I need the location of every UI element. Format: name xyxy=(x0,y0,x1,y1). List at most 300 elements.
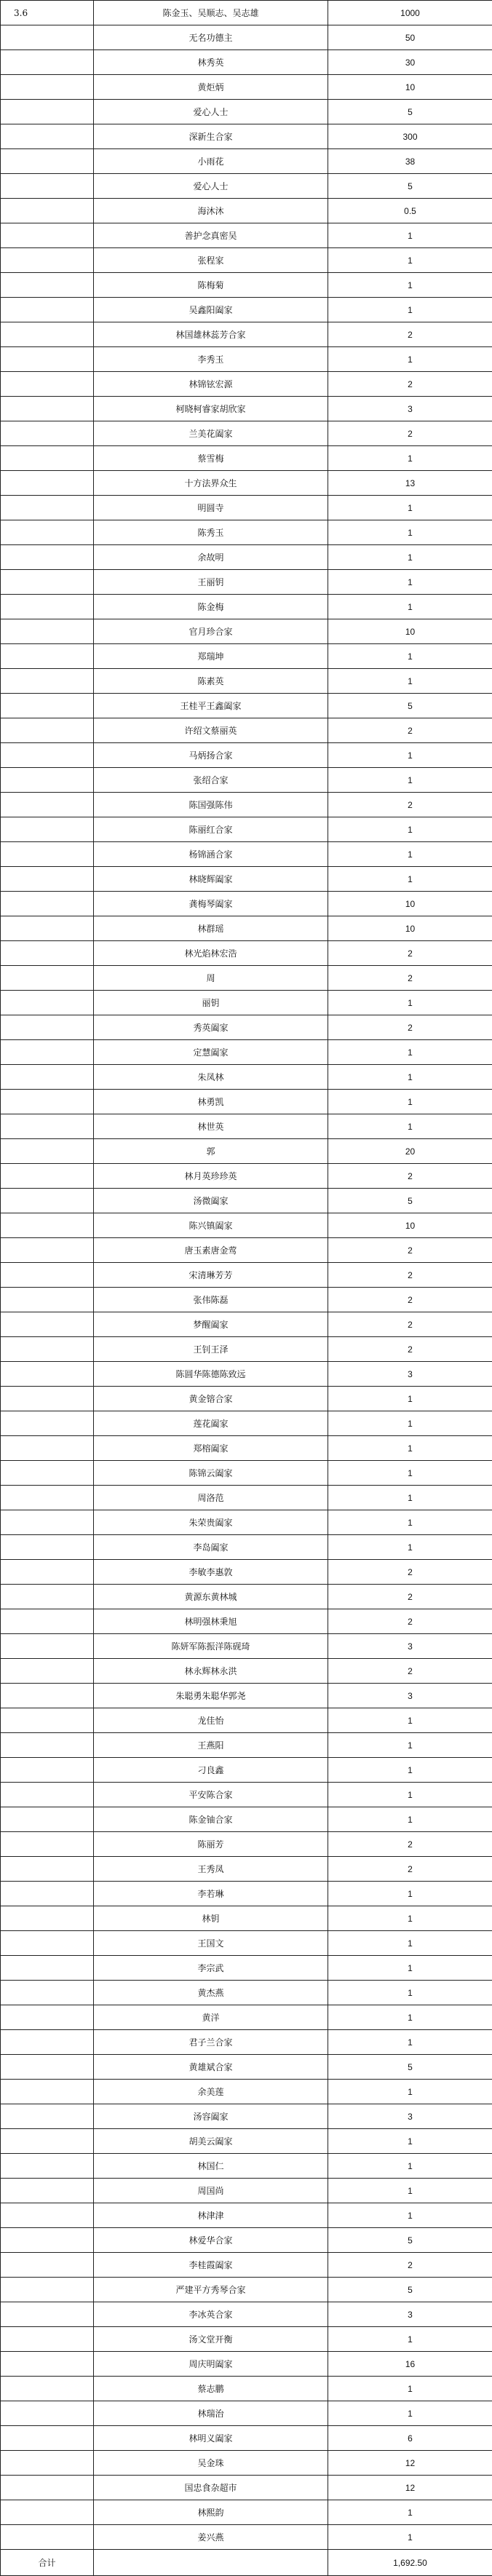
amount-cell: 10 xyxy=(328,892,492,916)
amount-cell: 1 xyxy=(328,446,492,471)
row-index-cell xyxy=(1,1040,94,1065)
total-blank-cell xyxy=(94,2550,328,2576)
donor-name-cell: 陈秀玉 xyxy=(94,520,328,545)
row-index-cell xyxy=(1,669,94,694)
donor-name-cell: 黄杰燕 xyxy=(94,1981,328,2005)
donor-name-cell: 林永辉林永洪 xyxy=(94,1659,328,1684)
table-row xyxy=(1,496,492,520)
row-index-cell xyxy=(1,1585,94,1609)
table-row xyxy=(1,2525,492,2550)
table-row xyxy=(1,25,492,50)
row-index-cell xyxy=(1,2129,94,2154)
table-row xyxy=(1,2228,492,2253)
table-row xyxy=(1,248,492,273)
table-row xyxy=(1,718,492,743)
amount-cell: 1 xyxy=(328,817,492,842)
amount-cell: 1 xyxy=(328,743,492,768)
table-row xyxy=(1,892,492,916)
row-index-cell xyxy=(1,347,94,372)
table-row xyxy=(1,1164,492,1189)
row-index-cell xyxy=(1,1535,94,1560)
table-row xyxy=(1,1981,492,2005)
row-index-cell xyxy=(1,1931,94,1956)
table-row xyxy=(1,1288,492,1312)
donor-name-cell: 林熙韵 xyxy=(94,2500,328,2525)
amount-cell: 1 xyxy=(328,2500,492,2525)
table-row xyxy=(1,199,492,223)
amount-cell: 0.5 xyxy=(328,199,492,223)
donor-name-cell: 张伟陈磊 xyxy=(94,1288,328,1312)
amount-cell: 1 xyxy=(328,1931,492,1956)
row-index-cell xyxy=(1,1634,94,1659)
donor-name-cell: 黄金镕合家 xyxy=(94,1387,328,1411)
table-row xyxy=(1,842,492,867)
table-row xyxy=(1,545,492,570)
donor-name-cell: 小雨花 xyxy=(94,149,328,174)
row-index-cell xyxy=(1,1189,94,1213)
amount-cell: 2 xyxy=(328,322,492,347)
amount-cell: 1 xyxy=(328,2203,492,2228)
amount-cell: 1 xyxy=(328,1807,492,1832)
amount-cell: 3 xyxy=(328,2302,492,2327)
table-row xyxy=(1,2253,492,2278)
amount-cell: 5 xyxy=(328,2228,492,2253)
donor-name-cell: 林明强林秉旭 xyxy=(94,1609,328,1634)
row-index-cell xyxy=(1,595,94,619)
row-index-cell xyxy=(1,545,94,570)
row-index-cell xyxy=(1,496,94,520)
table-row xyxy=(1,1906,492,1931)
amount-cell: 1 xyxy=(328,1708,492,1733)
amount-cell: 50 xyxy=(328,25,492,50)
row-index-cell xyxy=(1,2327,94,2352)
donor-name-cell: 陈圆华陈德陈致远 xyxy=(94,1362,328,1387)
amount-cell: 1 xyxy=(328,545,492,570)
row-index-cell xyxy=(1,1510,94,1535)
row-index-cell xyxy=(1,570,94,595)
donor-name-cell: 平安陈合家 xyxy=(94,1783,328,1807)
donor-name-cell: 唐玉素唐金莺 xyxy=(94,1238,328,1263)
amount-cell: 5 xyxy=(328,2278,492,2302)
amount-cell: 1 xyxy=(328,1114,492,1139)
donor-name-cell: 黄源东黄林城 xyxy=(94,1585,328,1609)
donor-name-cell: 王丽钥 xyxy=(94,570,328,595)
amount-cell: 2 xyxy=(328,421,492,446)
donor-name-cell: 刁良鑫 xyxy=(94,1758,328,1783)
row-index-cell xyxy=(1,718,94,743)
table-row xyxy=(1,2377,492,2401)
total-row xyxy=(1,2550,492,2576)
table-row xyxy=(1,149,492,174)
amount-cell: 1 xyxy=(328,2179,492,2203)
row-index-cell xyxy=(1,322,94,347)
amount-cell: 2 xyxy=(328,941,492,966)
table-row xyxy=(1,1832,492,1857)
amount-cell: 2 xyxy=(328,1560,492,1585)
amount-cell: 20 xyxy=(328,1139,492,1164)
donor-name-cell: 兰美花阖家 xyxy=(94,421,328,446)
table-row xyxy=(1,867,492,892)
donor-name-cell: 黄雄斌合家 xyxy=(94,2055,328,2080)
amount-cell: 1 xyxy=(328,1783,492,1807)
table-row xyxy=(1,397,492,421)
donor-name-cell: 君子兰合家 xyxy=(94,2030,328,2055)
donor-name-cell: 李若琳 xyxy=(94,1882,328,1906)
amount-cell: 2 xyxy=(328,1337,492,1362)
donor-name-cell: 黄炬炳 xyxy=(94,75,328,100)
table-row xyxy=(1,174,492,199)
row-index-cell xyxy=(1,1758,94,1783)
amount-cell: 1 xyxy=(328,273,492,298)
table-row xyxy=(1,520,492,545)
donor-name-cell: 王桂平王鑫阖家 xyxy=(94,694,328,718)
amount-cell: 16 xyxy=(328,2352,492,2377)
amount-cell: 1 xyxy=(328,2154,492,2179)
donor-name-cell: 郭 xyxy=(94,1139,328,1164)
table-row xyxy=(1,2080,492,2104)
table-row xyxy=(1,1585,492,1609)
donor-name-cell: 深新生合家 xyxy=(94,124,328,149)
donor-name-cell: 国忠食杂超市 xyxy=(94,2476,328,2500)
ledger-body xyxy=(1,1,492,2576)
donor-name-cell: 李宗武 xyxy=(94,1956,328,1981)
row-index-cell xyxy=(1,1312,94,1337)
table-row xyxy=(1,1213,492,1238)
donor-name-cell: 蔡志鹏 xyxy=(94,2377,328,2401)
amount-cell: 1 xyxy=(328,496,492,520)
amount-cell: 2 xyxy=(328,793,492,817)
amount-cell: 2 xyxy=(328,1263,492,1288)
row-index-cell xyxy=(1,1337,94,1362)
row-index-cell xyxy=(1,694,94,718)
table-row xyxy=(1,1263,492,1288)
amount-cell: 12 xyxy=(328,2476,492,2500)
amount-cell: 2 xyxy=(328,1857,492,1882)
amount-cell: 30 xyxy=(328,50,492,75)
table-row xyxy=(1,2179,492,2203)
row-index-cell xyxy=(1,1733,94,1758)
donor-name-cell: 吴金珠 xyxy=(94,2451,328,2476)
amount-cell: 1 xyxy=(328,1956,492,1981)
amount-cell: 1 xyxy=(328,1758,492,1783)
donor-name-cell: 周国尚 xyxy=(94,2179,328,2203)
table-row xyxy=(1,1659,492,1684)
amount-cell: 2 xyxy=(328,1288,492,1312)
amount-cell: 2 xyxy=(328,372,492,397)
table-row xyxy=(1,743,492,768)
table-row xyxy=(1,1312,492,1337)
row-index-cell xyxy=(1,372,94,397)
table-row xyxy=(1,1560,492,1585)
row-index-cell xyxy=(1,1783,94,1807)
table-row xyxy=(1,2154,492,2179)
donor-name-cell: 林晓辉阖家 xyxy=(94,867,328,892)
table-row xyxy=(1,1040,492,1065)
table-row xyxy=(1,1486,492,1510)
amount-cell: 10 xyxy=(328,1213,492,1238)
donor-name-cell: 林群瑶 xyxy=(94,916,328,941)
row-index-cell xyxy=(1,2302,94,2327)
table-row xyxy=(1,1411,492,1436)
row-index-cell xyxy=(1,273,94,298)
table-row xyxy=(1,768,492,793)
amount-cell: 6 xyxy=(328,2426,492,2451)
donor-name-cell: 许绍文蔡丽英 xyxy=(94,718,328,743)
table-row xyxy=(1,1114,492,1139)
row-index-cell xyxy=(1,966,94,991)
amount-cell: 2 xyxy=(328,1609,492,1634)
table-row xyxy=(1,595,492,619)
row-index-cell xyxy=(1,248,94,273)
row-index-cell xyxy=(1,817,94,842)
amount-cell: 1 xyxy=(328,298,492,322)
row-index-cell xyxy=(1,1114,94,1139)
donor-name-cell: 汤容阖家 xyxy=(94,2104,328,2129)
amount-cell: 1 xyxy=(328,1040,492,1065)
donor-name-cell: 周 xyxy=(94,966,328,991)
row-index-cell xyxy=(1,2377,94,2401)
table-row xyxy=(1,1090,492,1114)
table-row xyxy=(1,2352,492,2377)
table-row xyxy=(1,322,492,347)
row-index-cell xyxy=(1,1238,94,1263)
donor-name-cell: 十方法界众生 xyxy=(94,471,328,496)
amount-cell: 1 xyxy=(328,1436,492,1461)
table-row xyxy=(1,1,492,25)
table-row xyxy=(1,941,492,966)
row-index-cell xyxy=(1,2352,94,2377)
row-index-cell xyxy=(1,397,94,421)
row-index-cell xyxy=(1,75,94,100)
donor-name-cell: 林秀英 xyxy=(94,50,328,75)
donor-name-cell: 陈梅菊 xyxy=(94,273,328,298)
table-row xyxy=(1,1634,492,1659)
amount-cell: 3 xyxy=(328,1362,492,1387)
table-row xyxy=(1,421,492,446)
amount-cell: 1 xyxy=(328,669,492,694)
row-index-cell xyxy=(1,2476,94,2500)
amount-cell: 13 xyxy=(328,471,492,496)
table-row xyxy=(1,669,492,694)
amount-cell: 12 xyxy=(328,2451,492,2476)
amount-cell: 2 xyxy=(328,2253,492,2278)
row-index-cell xyxy=(1,2525,94,2550)
amount-cell: 3 xyxy=(328,397,492,421)
row-index-cell xyxy=(1,1832,94,1857)
table-row xyxy=(1,471,492,496)
donor-name-cell: 爱心人士 xyxy=(94,100,328,124)
row-index-cell xyxy=(1,1882,94,1906)
row-index-cell xyxy=(1,1263,94,1288)
donor-name-cell: 陈丽芳 xyxy=(94,1832,328,1857)
table-row xyxy=(1,817,492,842)
amount-cell: 1 xyxy=(328,570,492,595)
row-index-cell xyxy=(1,1387,94,1411)
table-row xyxy=(1,124,492,149)
amount-cell: 1 xyxy=(328,2327,492,2352)
amount-cell: 1 xyxy=(328,2377,492,2401)
table-row xyxy=(1,1337,492,1362)
amount-cell: 2 xyxy=(328,1585,492,1609)
donor-name-cell: 丽钥 xyxy=(94,991,328,1015)
amount-cell: 1 xyxy=(328,1733,492,1758)
row-index-cell xyxy=(1,2500,94,2525)
donor-name-cell: 海沐沐 xyxy=(94,199,328,223)
amount-cell: 1 xyxy=(328,1411,492,1436)
donor-name-cell: 周洛范 xyxy=(94,1486,328,1510)
donor-name-cell: 黄洋 xyxy=(94,2005,328,2030)
table-row xyxy=(1,75,492,100)
donor-name-cell: 明圆寺 xyxy=(94,496,328,520)
donor-name-cell: 林国仁 xyxy=(94,2154,328,2179)
table-row xyxy=(1,1015,492,1040)
row-index-cell xyxy=(1,174,94,199)
donor-name-cell: 陈金玉、吴顺志、吴志雄 xyxy=(94,1,328,25)
amount-cell: 5 xyxy=(328,174,492,199)
donor-name-cell: 张绍合家 xyxy=(94,768,328,793)
table-row xyxy=(1,570,492,595)
table-row xyxy=(1,2278,492,2302)
row-index-cell xyxy=(1,2154,94,2179)
row-index-cell xyxy=(1,619,94,644)
amount-cell: 1 xyxy=(328,1981,492,2005)
row-index-cell xyxy=(1,892,94,916)
amount-cell: 1 xyxy=(328,768,492,793)
table-row xyxy=(1,1238,492,1263)
table-row xyxy=(1,1436,492,1461)
amount-cell: 5 xyxy=(328,694,492,718)
donor-name-cell: 李桂霞阖家 xyxy=(94,2253,328,2278)
table-row xyxy=(1,2500,492,2525)
table-row xyxy=(1,273,492,298)
donor-name-cell: 周庆明阖家 xyxy=(94,2352,328,2377)
row-index-cell xyxy=(1,1436,94,1461)
total-label: 合计 xyxy=(1,2550,94,2576)
row-index-cell xyxy=(1,1609,94,1634)
donor-name-cell: 朱荣贵阖家 xyxy=(94,1510,328,1535)
amount-cell: 2 xyxy=(328,718,492,743)
row-index-cell xyxy=(1,644,94,669)
donor-name-cell: 陈金铀合家 xyxy=(94,1807,328,1832)
amount-cell: 2 xyxy=(328,1832,492,1857)
row-index-cell xyxy=(1,223,94,248)
amount-cell: 1 xyxy=(328,2080,492,2104)
row-index-cell xyxy=(1,1906,94,1931)
donor-name-cell: 王国文 xyxy=(94,1931,328,1956)
table-row xyxy=(1,372,492,397)
row-index-cell xyxy=(1,916,94,941)
table-row xyxy=(1,2327,492,2352)
amount-cell: 1 xyxy=(328,1461,492,1486)
amount-cell: 1 xyxy=(328,1510,492,1535)
donor-name-cell: 王秀凤 xyxy=(94,1857,328,1882)
row-index-cell xyxy=(1,2030,94,2055)
row-index-cell xyxy=(1,1857,94,1882)
donor-name-cell: 胡美云阖家 xyxy=(94,2129,328,2154)
amount-cell: 1 xyxy=(328,1535,492,1560)
table-row xyxy=(1,1461,492,1486)
row-index-cell xyxy=(1,867,94,892)
row-index-cell xyxy=(1,199,94,223)
donor-name-cell: 陈妍军陈振洋陈砚琦 xyxy=(94,1634,328,1659)
table-row xyxy=(1,1362,492,1387)
row-index-cell xyxy=(1,2104,94,2129)
donor-name-cell: 汤微阖家 xyxy=(94,1189,328,1213)
row-index-cell xyxy=(1,2080,94,2104)
table-row xyxy=(1,644,492,669)
row-index-cell xyxy=(1,1411,94,1436)
row-index-cell xyxy=(1,2179,94,2203)
amount-cell: 5 xyxy=(328,1189,492,1213)
donor-name-cell: 郑瑞坤 xyxy=(94,644,328,669)
row-index-cell xyxy=(1,1981,94,2005)
table-row xyxy=(1,2401,492,2426)
donor-name-cell: 陈金梅 xyxy=(94,595,328,619)
amount-cell: 2 xyxy=(328,1659,492,1684)
table-row xyxy=(1,446,492,471)
row-index-cell xyxy=(1,471,94,496)
donor-name-cell: 林明义阖家 xyxy=(94,2426,328,2451)
amount-cell: 300 xyxy=(328,124,492,149)
row-index-cell xyxy=(1,1090,94,1114)
amount-cell: 1 xyxy=(328,1486,492,1510)
table-row xyxy=(1,2055,492,2080)
table-row xyxy=(1,1684,492,1708)
table-row xyxy=(1,1387,492,1411)
table-row xyxy=(1,2005,492,2030)
donor-name-cell: 梦醒阖家 xyxy=(94,1312,328,1337)
amount-cell: 1 xyxy=(328,520,492,545)
row-index-cell xyxy=(1,743,94,768)
amount-cell: 1 xyxy=(328,1906,492,1931)
donor-name-cell: 林国雄林蕊芳合家 xyxy=(94,322,328,347)
donor-name-cell: 吴鑫阳阖家 xyxy=(94,298,328,322)
donor-name-cell: 林勇凯 xyxy=(94,1090,328,1114)
donor-name-cell: 官月珍合家 xyxy=(94,619,328,644)
amount-cell: 1 xyxy=(328,644,492,669)
table-row xyxy=(1,1758,492,1783)
table-row xyxy=(1,2302,492,2327)
donor-name-cell: 龙佳怡 xyxy=(94,1708,328,1733)
table-row xyxy=(1,1189,492,1213)
row-index-cell xyxy=(1,520,94,545)
table-row xyxy=(1,100,492,124)
table-row xyxy=(1,619,492,644)
amount-cell: 2 xyxy=(328,1164,492,1189)
amount-cell: 1 xyxy=(328,2005,492,2030)
table-row xyxy=(1,2426,492,2451)
donor-name-cell: 姜兴燕 xyxy=(94,2525,328,2550)
table-row xyxy=(1,2476,492,2500)
table-row xyxy=(1,2104,492,2129)
row-index-cell xyxy=(1,2278,94,2302)
table-row xyxy=(1,1956,492,1981)
row-index-cell xyxy=(1,1461,94,1486)
total-amount: 1,692.50 xyxy=(328,2550,492,2576)
amount-cell: 1 xyxy=(328,1882,492,1906)
donor-name-cell: 马炳扬合家 xyxy=(94,743,328,768)
amount-cell: 3 xyxy=(328,1684,492,1708)
amount-cell: 10 xyxy=(328,916,492,941)
table-row xyxy=(1,1609,492,1634)
donor-name-cell: 善护念真密吴 xyxy=(94,223,328,248)
donor-name-cell: 陈锦云阖家 xyxy=(94,1461,328,1486)
table-row xyxy=(1,2129,492,2154)
amount-cell: 1 xyxy=(328,223,492,248)
table-row xyxy=(1,50,492,75)
row-index-cell xyxy=(1,793,94,817)
table-row xyxy=(1,1882,492,1906)
